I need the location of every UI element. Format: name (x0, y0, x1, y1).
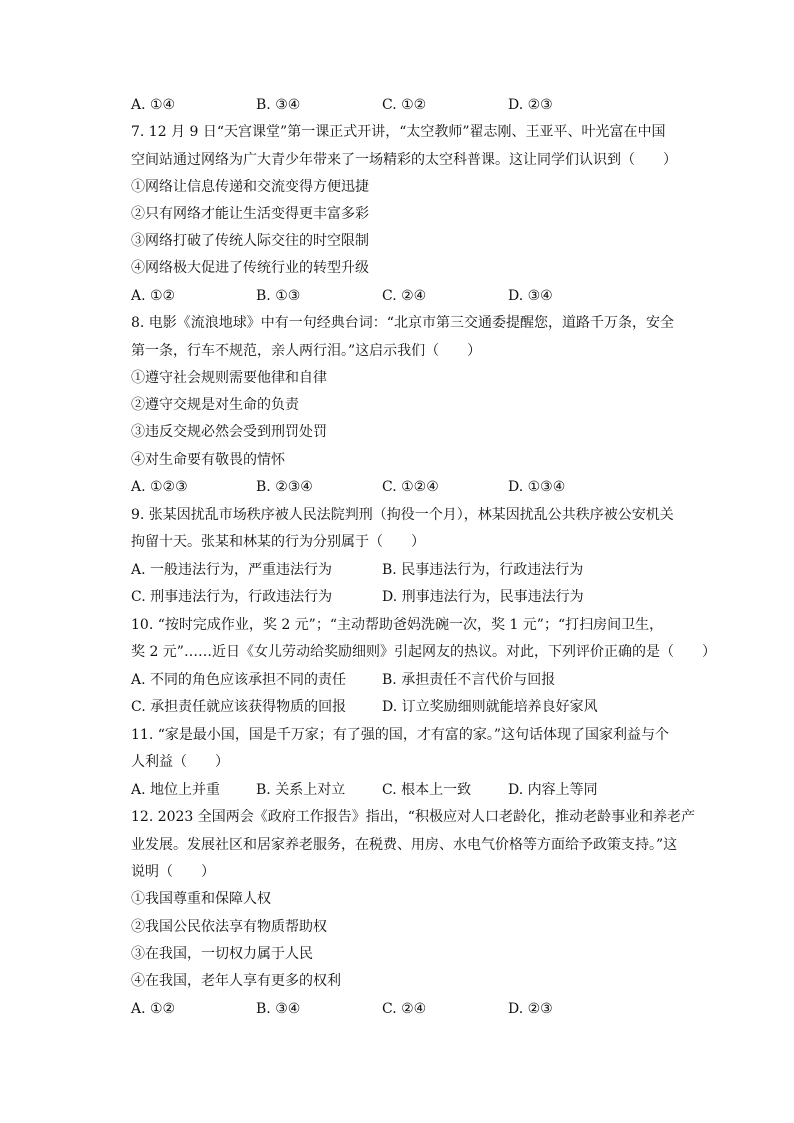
q10-option-b: B. 承担责任不言代价与回报 (382, 672, 556, 688)
q12-stem-line-1: 12. 2023 全国两会《政府工作报告》指出，“积极应对人口老龄化，推动老龄事业和养老产 (131, 809, 695, 825)
q11-option-c: C. 根本上一致 (382, 782, 472, 798)
q8-option-b: B. ②③④ (256, 479, 313, 495)
q11-option-b: B. 关系上对立 (256, 782, 346, 798)
q8-option-c: C. ①②④ (382, 479, 439, 495)
q8-option-a: A. ①②③ (131, 479, 188, 495)
q7-statement-2: ②只有网络才能让生活变得更丰富多彩 (131, 206, 369, 222)
q10-option-c: C. 承担责任就应该获得物质的回报 (131, 699, 347, 715)
q12-stem-line-3: 说明（ ） (131, 864, 215, 880)
q12-statement-1: ①我国尊重和保障人权 (131, 891, 271, 907)
q10-stem-line-2: 奖 2 元”……近日《女儿劳动给奖励细则》引起网友的热议。对此，下列评价正确的是（ ） (131, 644, 716, 660)
q8-statement-1: ①遵守社会规则需要他律和自律 (131, 370, 327, 386)
q8-statement-3: ③违反交规必然会受到刑罚处罚 (131, 424, 327, 440)
q6-option-a: A. ①④ (131, 97, 176, 113)
q11-stem-line-2: 人利益（ ） (131, 754, 229, 770)
q6-option-d: D. ②③ (508, 97, 553, 113)
q7-statement-3: ③网络打破了传统人际交往的时空限制 (131, 233, 369, 249)
q9-option-b: B. 民事违法行为，行政违法行为 (382, 562, 584, 578)
q6-option-b: B. ③④ (256, 97, 301, 113)
q12-option-b: B. ③④ (256, 1001, 301, 1017)
q9-option-c: C. 刑事违法行为，行政违法行为 (131, 589, 333, 605)
q7-option-a: A. ①② (131, 288, 176, 304)
q9-stem-line-2: 拘留十天。张某和林某的行为分别属于（ ） (131, 534, 425, 550)
q9-option-d: D. 刑事违法行为，民事违法行为 (382, 589, 584, 605)
q12-option-a: A. ①② (131, 1001, 176, 1017)
q8-statement-2: ②遵守交规是对生命的负责 (131, 397, 299, 413)
q12-stem-line-2: 业发展。发展社区和居家养老服务，在税费、用房、水电气价格等方面给予政策支持。”这 (131, 837, 678, 853)
q10-stem-line-1: 10. “按时完成作业，奖 2 元”；“主动帮助爸妈洗碗一次，奖 1 元”；“打扫房间卫生， (131, 617, 664, 633)
q8-statement-4: ④对生命要有敬畏的情怀 (131, 452, 285, 468)
q12-statement-2: ②我国公民依法享有物质帮助权 (131, 919, 327, 935)
q12-statement-4: ④在我国，老年人享有更多的权利 (131, 973, 341, 989)
q7-option-b: B. ①③ (256, 288, 301, 304)
q11-option-a: A. 地位上并重 (131, 782, 221, 798)
q9-stem-line-1: 9. 张某因扰乱市场秩序被人民法院判刑（拘役一个月），林某因扰乱公共秩序被公安机关 (131, 507, 674, 523)
q11-stem-line-1: 11. “家是最小国，国是千万家；有了强的国，才有富的家。”这句话体现了国家利益与个 (131, 727, 670, 743)
q12-option-d: D. ②③ (508, 1001, 553, 1017)
q8-stem-line-1: 8. 电影《流浪地球》中有一句经典台词：“北京市第三交通委提醒您，道路千万条，安全 (131, 315, 674, 331)
q7-statement-1: ①网络让信息传递和交流变得方便迅捷 (131, 179, 369, 195)
q7-stem-line-1: 7. 12 月 9 日“天宫课堂”第一课正式开讲，“太空教师”翟志刚、王亚平、叶光富在中国 (131, 124, 666, 140)
q8-option-d: D. ①③④ (508, 479, 566, 495)
q7-stem-line-2: 空间站通过网络为广大青少年带来了一场精彩的太空科普课。这让同学们认识到（ ） (131, 152, 677, 168)
q10-option-d: D. 订立奖励细则就能培养良好家风 (382, 699, 598, 715)
q7-option-c: C. ②④ (382, 288, 427, 304)
q12-option-c: C. ②④ (382, 1001, 427, 1017)
q10-option-a: A. 不同的角色应该承担不同的责任 (131, 672, 347, 688)
q11-option-d: D. 内容上等同 (508, 782, 598, 798)
q6-option-c: C. ①② (382, 97, 427, 113)
q12-statement-3: ③在我国，一切权力属于人民 (131, 946, 313, 962)
q8-stem-line-2: 第一条，行车不规范，亲人两行泪。”这启示我们（ ） (131, 343, 482, 359)
q7-statement-4: ④网络极大促进了传统行业的转型升级 (131, 260, 369, 276)
q9-option-a: A. 一般违法行为，严重违法行为 (131, 562, 333, 578)
q7-option-d: D. ③④ (508, 288, 553, 304)
